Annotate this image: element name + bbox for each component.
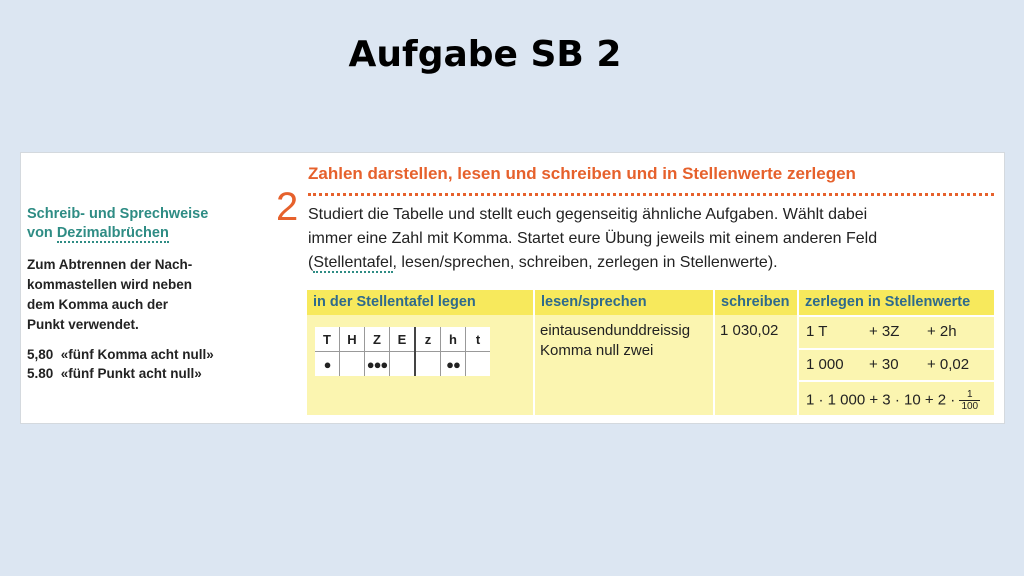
fraction [959,389,980,412]
task-instructions [308,203,998,275]
sidebar-info-box [27,205,267,383]
task-text-line: immer eine Zahl mit Komma. Startet eure Übung jeweils mit einem anderen Feld [308,230,878,247]
sidebar-examples [27,345,267,383]
fraction-denominator: 100 [961,401,979,412]
row-divider [797,380,994,382]
fraction-numerator: 1 [959,389,980,401]
glossary-term-stellentafel: Stellentafel [313,254,393,271]
place-value-dots [340,352,365,377]
place-value-dots: ● [323,356,331,372]
row-divider [797,315,994,317]
read-aloud-line: Komma null zwei [540,342,654,359]
place-value-header: H [340,327,365,352]
read-aloud-line: eintausendunddreissig [540,322,691,339]
decompose-r1-c3: + 2h [927,323,957,340]
place-value-dots [390,352,416,377]
sidebar-heading-prefix: von [27,225,57,241]
sidebar-heading-line1: Schreib- und Sprechweise [27,206,209,222]
row-divider [797,348,994,350]
sidebar-text-line: Punkt verwendet. [27,317,139,332]
slide-title: Aufgabe SB 2 [348,34,622,75]
decompose-r1-c1: 1 T [806,323,828,340]
column-divider [797,290,799,415]
decompose-r3-expression: 1 · 1 000 + 3 · 10 + 2 · [806,391,956,409]
header-stellentafel: in der Stellentafel legen [307,290,533,315]
textbook-panel [20,152,1005,424]
sidebar-heading-line2 [27,224,267,243]
decompose-r1-c2: + 3Z [869,323,900,340]
read-aloud-cell [540,321,690,361]
place-value-header: z [415,327,441,352]
place-value-dots: ●● [441,352,466,377]
written-number: 1 030,02 [720,322,779,339]
glossary-term-dezimalbrueche: Dezimalbrüchen [56,225,169,241]
sidebar-text-line: dem Komma auch der [27,297,169,312]
place-value-header: Z [365,327,390,352]
sidebar-text-line: kommastellen wird neben [27,277,193,292]
sidebar-example: 5,80 «fünf Komma acht null» [27,347,214,362]
decompose-r2-c2: + 30 [869,356,899,373]
exercise-table [307,290,994,415]
place-value-header: h [441,327,466,352]
task-number: 2 [276,185,299,229]
sidebar-text-line: Zum Abtrennen der Nach- [27,257,193,272]
header-zerlegen: zerlegen in Stellenwerte [799,290,994,315]
decompose-r2-c1: 1 000 [806,356,844,373]
decompose-r2-c3: + 0,02 [927,356,970,373]
header-schreiben: schreiben [715,290,797,315]
task-text-paren: ( [308,254,314,271]
task-text-rest: , lesen/sprechen, schreiben, zerlegen in Stellenwerte). [392,254,778,271]
sidebar-explanation [27,255,267,335]
task-text-line3 [308,251,998,275]
sidebar-example: 5.80 «fünf Punkt acht null» [27,366,202,381]
place-value-dots: ●●● [365,352,390,377]
column-divider [533,290,535,415]
stellentafel-grid [315,327,490,376]
place-value-header: t [466,327,491,352]
header-lesen-sprechen: lesen/sprechen [535,290,713,315]
place-value-header: E [390,327,416,352]
column-divider [713,290,715,415]
task-text-line: Studiert die Tabelle und stellt euch gegenseitig ähnliche Aufgaben. Wählt dabei [308,206,868,223]
decompose-r3 [806,389,980,412]
place-value-dots [466,352,491,377]
task-title: Zahlen darstellen, lesen und schreiben und in Stellenwerte zerlegen [308,164,994,196]
sidebar-heading [27,205,267,243]
place-value-header: T [315,327,340,352]
place-value-dots [415,352,441,377]
